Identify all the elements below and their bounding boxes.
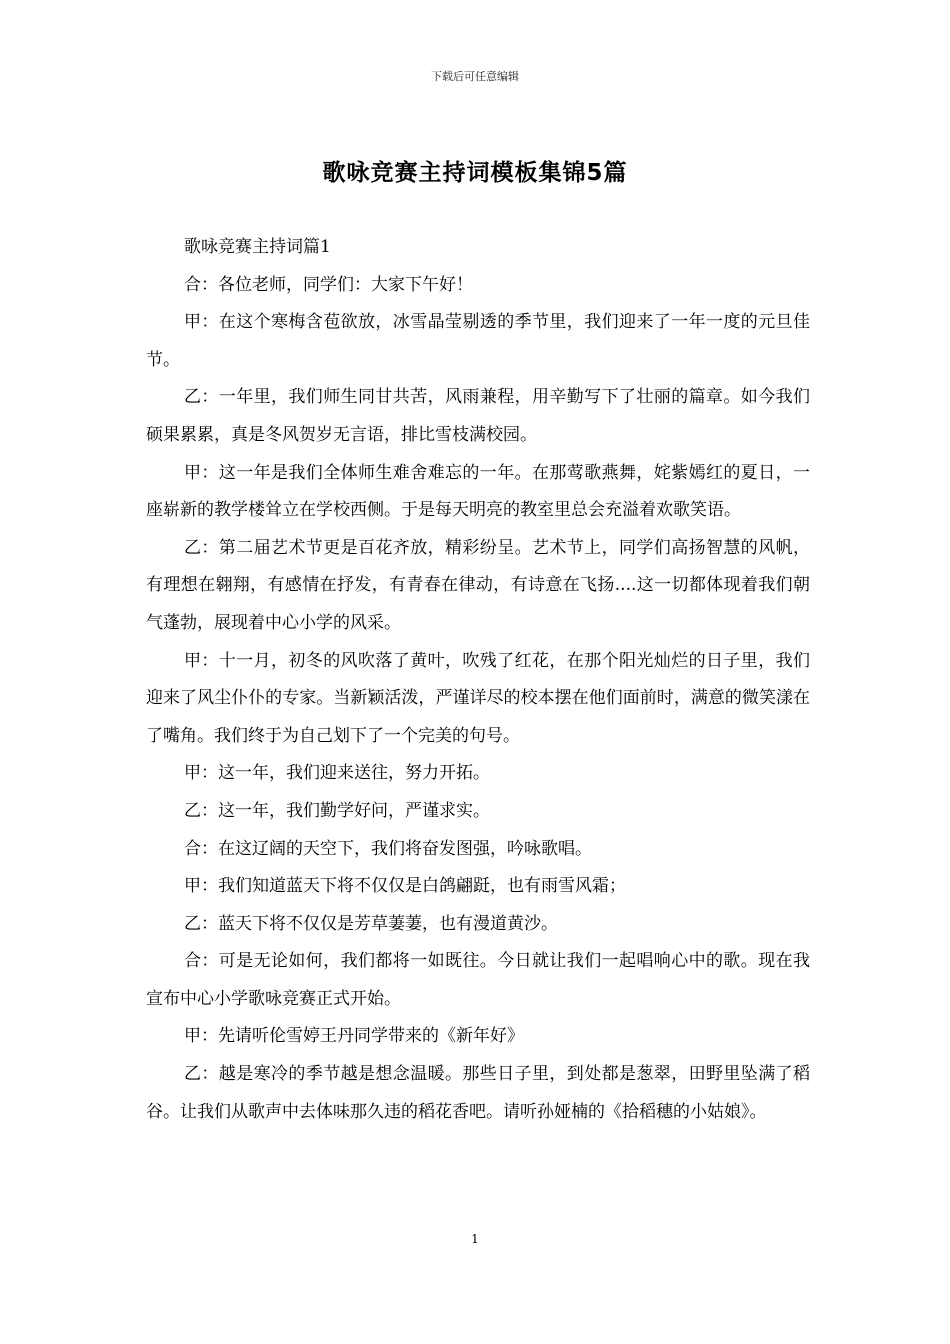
page-number: 1 bbox=[471, 1232, 479, 1246]
paragraph: 合：可是无论如何，我们都将一如既往。今日就让我们一起唱响心中的歌。现在我宣布中心小学歌咏竞赛正式开始。 bbox=[146, 951, 810, 1009]
paragraph: 乙：这一年，我们勤学好问，严谨求实。 bbox=[184, 800, 490, 821]
paragraph: 乙：越是寒冷的季节越是想念温暖。那些日子里，到处都是葱翠，田野里坠满了稻谷。让我们从歌声中去体味那久违的稻花香吧。请听孙娅楠的《拾稻穗的小姑娘》。 bbox=[146, 1064, 810, 1122]
paragraph: 甲：这一年，我们迎来送往，努力开拓。 bbox=[184, 763, 490, 784]
document-title: 歌咏竞赛主持词模板集锦5篇 bbox=[322, 160, 628, 186]
paragraph: 甲：十一月，初冬的风吹落了黄叶，吹残了红花，在那个阳光灿烂的日子里，我们迎来了风尘仆仆的专家。当新颖活泼，严谨详尽的校本摆在他们面前时，满意的微笑漾在了嘴角。我们终于为自己划下了一个完美的句号。 bbox=[146, 650, 810, 746]
paragraph: 合：在这辽阔的天空下，我们将奋发图强，吟咏歌唱。 bbox=[184, 838, 592, 859]
header-note: 下载后可任意编辑 bbox=[431, 70, 519, 83]
paragraph: 甲：这一年是我们全体师生难舍难忘的一年。在那莺歌燕舞，姹紫嫣红的夏日，一座崭新的教学楼耸立在学校西侧。于是每天明亮的教室里总会充溢着欢歌笑语。 bbox=[146, 462, 810, 521]
paragraph: 乙：蓝天下将不仅仅是芳草萋萋，也有漫道黄沙。 bbox=[184, 913, 558, 934]
paragraph: 甲：我们知道蓝天下将不仅仅是白鸽翩跹，也有雨雪风霜； bbox=[184, 876, 626, 897]
paragraph: 乙：一年里，我们师生同甘共苦，风雨兼程，用辛勤写下了壮丽的篇章。如今我们硕果累累，真是冬风贺岁无言语，排比雪枝满校园。 bbox=[146, 387, 810, 445]
paragraph: 乙：第二届艺术节更是百花齐放，精彩纷呈。艺术节上，同学们高扬智慧的风帆，有理想在翱翔，有感情在抒发，有青春在律动，有诗意在飞扬....这一切都体现着我们朝气蓬勃，展现着中心小学的风采。 bbox=[146, 537, 810, 633]
document-body bbox=[146, 229, 810, 1131]
paragraph: 合：各位老师，同学们：大家下午好！ bbox=[184, 274, 473, 295]
paragraph: 甲：先请听伦雪婷王丹同学带来的《新年好》 bbox=[184, 1026, 524, 1047]
paragraph: 歌咏竞赛主持词篇1 bbox=[184, 237, 331, 257]
paragraph: 甲：在这个寒梅含苞欲放，冰雪晶莹剔透的季节里，我们迎来了一年一度的元旦佳节。 bbox=[146, 312, 810, 370]
